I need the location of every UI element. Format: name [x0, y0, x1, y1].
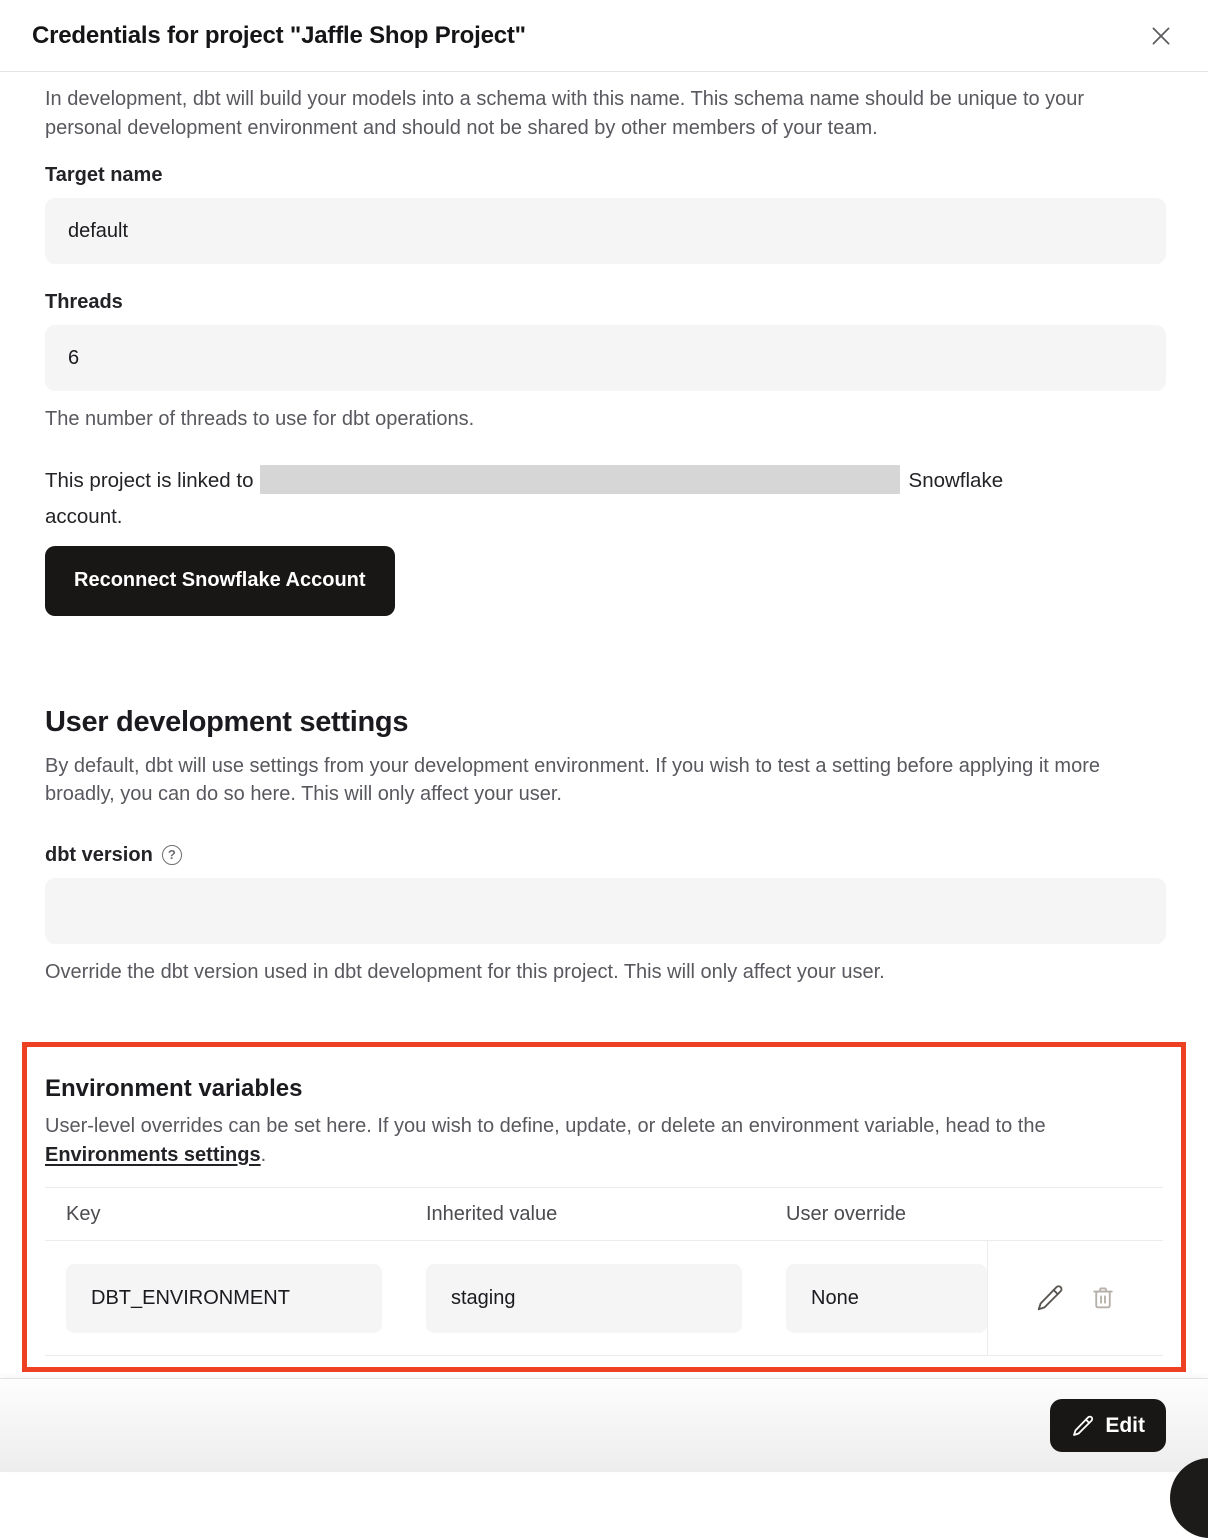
annotation-highlight-box: [22, 1042, 1186, 1372]
env-user-override-value: None: [786, 1264, 987, 1333]
threads-input[interactable]: [45, 325, 1166, 391]
user-dev-settings-heading: User development settings: [45, 705, 409, 738]
col-header-user-override: User override: [786, 1202, 907, 1225]
close-button[interactable]: [1144, 19, 1178, 53]
env-key-value: DBT_ENVIRONMENT: [66, 1264, 382, 1333]
table-row: [45, 1241, 1163, 1356]
snowflake-linked-text: [45, 463, 1166, 535]
trash-icon: [1089, 1284, 1117, 1312]
cell-key: [45, 1241, 405, 1355]
edit-button[interactable]: [1050, 1399, 1166, 1452]
col-header-key: Key: [66, 1202, 101, 1225]
dbt-version-help-text: Override the dbt version used in dbt development for this project. This will only affect your user.: [45, 960, 885, 983]
env-vars-table: [45, 1187, 1163, 1356]
cell-inherited-value: [405, 1241, 765, 1355]
dbt-version-label-row: [45, 843, 1166, 867]
env-inherited-value: staging: [426, 1264, 742, 1333]
linked-text-rest: account.: [45, 504, 123, 528]
help-icon[interactable]: ?: [162, 845, 182, 865]
pencil-icon: [1071, 1414, 1095, 1438]
env-vars-description: [45, 1112, 1163, 1169]
dbt-version-input[interactable]: [45, 878, 1166, 944]
env-vars-heading: Environment variables: [45, 1075, 303, 1102]
user-dev-settings-description: By default, dbt will use settings from your development environment. If you wish to test a setting before applying it more broadly, you can do so here. This will only affect your user.: [45, 754, 1100, 805]
page-title: Credentials for project "Jaffle Shop Project": [32, 21, 526, 49]
table-header-row: [45, 1188, 1163, 1241]
reconnect-snowflake-label: Reconnect Snowflake Account: [74, 569, 366, 591]
modal-body: [0, 72, 1208, 1372]
modal-footer: [0, 1378, 1208, 1472]
modal-header: [0, 0, 1208, 72]
target-name-label: Target name: [45, 164, 163, 186]
pencil-icon: [1035, 1283, 1065, 1313]
reconnect-snowflake-button[interactable]: [45, 546, 395, 616]
delete-variable-button[interactable]: [1089, 1284, 1117, 1312]
env-vars-description-suffix: .: [260, 1143, 267, 1166]
dbt-version-label: dbt version: [45, 843, 153, 866]
threads-help-text: The number of threads to use for dbt operations.: [45, 408, 475, 430]
redacted-account-name: [260, 465, 900, 494]
environments-settings-link[interactable]: Environments settings: [45, 1143, 261, 1166]
schema-description-text: In development, dbt will build your models into a schema with this name. This schema name should be unique to your personal development environment and should not be shared by other members of your team.: [45, 88, 1085, 139]
col-header-inherited-value: Inherited value: [426, 1202, 558, 1225]
edit-variable-button[interactable]: [1035, 1283, 1065, 1313]
linked-text-prefix: This project is linked to: [45, 468, 254, 492]
cell-actions: [987, 1241, 1163, 1355]
linked-text-word: Snowflake: [908, 468, 1004, 492]
target-name-input[interactable]: [45, 198, 1166, 264]
threads-label: Threads: [45, 291, 123, 313]
env-vars-description-prefix: User-level overrides can be set here. If you wish to define, update, or delete an environment variable, head to the: [45, 1115, 1046, 1137]
close-icon: [1148, 23, 1174, 49]
cell-user-override: [765, 1241, 987, 1355]
edit-button-label: Edit: [1105, 1413, 1145, 1437]
